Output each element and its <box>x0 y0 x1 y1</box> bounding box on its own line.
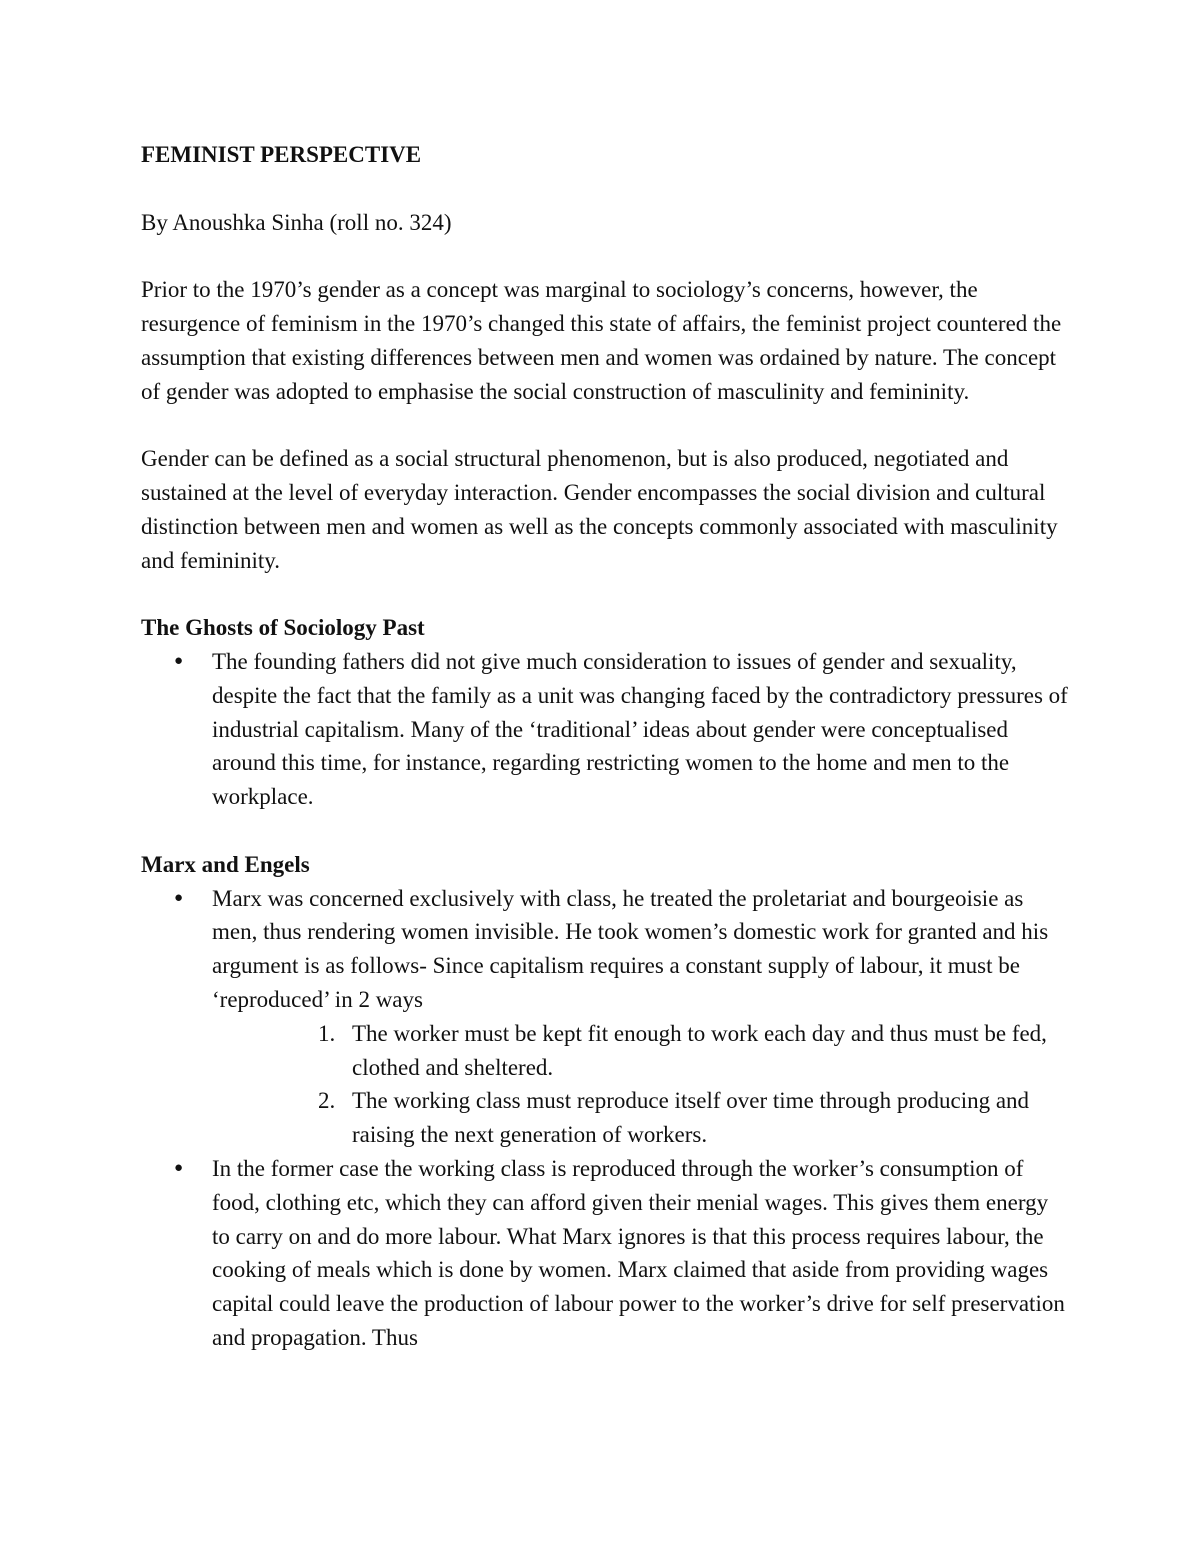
intro-paragraph: Prior to the 1970’s gender as a concept was marginal to sociology’s concerns, however, the resurgence of feminism in the 1970’s changed this state of affairs, the feminist project countered the assumption that existing differences between men and women was ordained by nature. The concept of gender was adopted to emphasise the social construction of masculinity and femininity. <box>141 277 1062 404</box>
document-page <box>141 138 1071 1355</box>
list-number: 1. <box>318 1020 336 1046</box>
document-title: FEMINIST PERSPECTIVE <box>141 142 422 167</box>
numbered-item-text: The worker must be kept fit enough to work each day and thus must be fed, clothed and sheltered. <box>352 1020 1047 1080</box>
bullet-list <box>141 1152 1071 1355</box>
list-number: 2. <box>318 1088 336 1114</box>
author-line: By Anoushka Sinha (roll no. 324) <box>141 209 452 235</box>
bullet-item: ● Marx was concerned exclusively with class, he treated the proletariat and bourgeoisie as men, thus rendering women invisible. He took women’s domestic work for granted and his argument is as follows- Since capitalism requires a constant supply of labour, it must be ‘reproduced’ in 2 ways <box>212 882 1071 1017</box>
bullet-item: ● In the former case the working class is reproduced through the worker’s consumption of food, clothing etc, which they can afford given their menial wages. This gives them energy to carry on and do more labour. What Marx ignores is that this process requires labour, the cooking of meals which is done by women. Marx claimed that aside from providing wages capital could leave the production of labour power to the worker’s drive for self preservation and propagation. Thus <box>212 1152 1071 1355</box>
numbered-item <box>318 1084 1071 1152</box>
bullet-item: ● The founding fathers did not give much consideration to issues of gender and sexuality, despite the fact that the family as a unit was changing faced by the contradictory pressures of industrial capitalism. Many of the ‘traditional’ ideas about gender were conceptualised around this time, for instance, regarding restricting women to the home and men to the workplace. <box>212 645 1071 814</box>
bullet-list <box>141 645 1071 814</box>
intro-paragraph: Gender can be defined as a social structural phenomenon, but is also produced, negotiated and sustained at the level of everyday interaction. Gender encompasses the social division and cultural distinction between men and women as well as the concepts commonly associated with masculinity and femininity. <box>141 446 1058 573</box>
section-heading-ghosts: The Ghosts of Sociology Past <box>141 615 425 641</box>
bullet-list <box>141 882 1071 1017</box>
numbered-list <box>141 1017 1071 1152</box>
numbered-item-text: The working class must reproduce itself over time through producing and raising the next generation of workers. <box>352 1088 1030 1148</box>
section-heading-marx-engels: Marx and Engels <box>141 851 310 877</box>
numbered-item <box>318 1017 1071 1085</box>
